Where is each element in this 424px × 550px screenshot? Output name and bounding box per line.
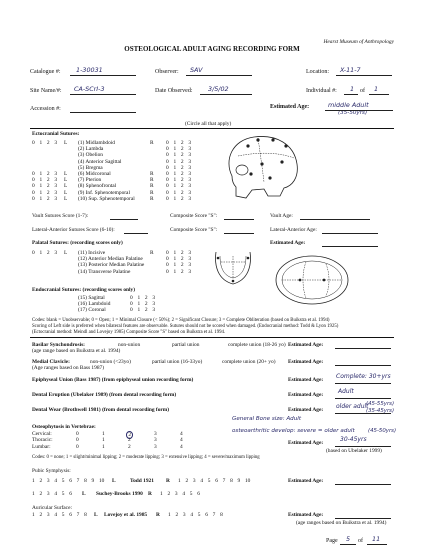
- composite-s-label: Composite Score "S":: [170, 213, 218, 219]
- todd-label: Todd 1921: [130, 478, 154, 484]
- endocranial-diagram: [272, 252, 352, 308]
- endocranial-suture-label: (15) Sagittal: [78, 295, 105, 301]
- auricular-right-side: R: [156, 512, 160, 518]
- page-underline: [340, 544, 356, 545]
- clavicle-opt2[interactable]: partial union (16-33yo): [152, 359, 203, 365]
- palatal-suture-label: (13) Posterior Median Palatine: [78, 262, 145, 269]
- epiphyseal-label: Epiphyseal Union (Bass 1987) (from epiphyseal union recording form): [32, 377, 194, 383]
- ecto-left-scores[interactable]: 0 1 2 3: [32, 177, 58, 184]
- vertebra-region-label: Lumbar:: [32, 443, 51, 450]
- dental-eruption-label: Dental Eruption (Ubelaker 1989) (from dental recording form): [32, 392, 177, 398]
- location-label: Location:: [306, 69, 329, 75]
- ecto-right-side: R: [150, 177, 154, 184]
- institution-name: Hearst Museum of Anthropology: [323, 39, 394, 45]
- osteophytosis-note[interactable]: osteoarthritic develop: severe = older adult: [232, 428, 355, 434]
- palatal-age-line: [322, 246, 378, 247]
- endocranial-suture-label: (17) Coronal: [78, 307, 106, 314]
- epiphyseal-est-age: Estimated Age:: [288, 377, 324, 383]
- clavicle-label: Medial Clavicle:: [32, 359, 70, 365]
- auricular-left-side: L: [94, 512, 98, 518]
- palate-diagram: [210, 248, 256, 288]
- todd-right-scores[interactable]: 1 2 3 4 5 6 7 8 9 10: [178, 478, 251, 484]
- ubelaker-note: (based on Ubelaker 1999): [326, 448, 382, 454]
- ecto-right-side: R: [150, 140, 154, 146]
- ecto-suture-label: (6) Midcoronal: [78, 171, 111, 177]
- individual-total-underline: [369, 94, 389, 95]
- palatal-right-side: R: [150, 250, 154, 256]
- osteophytosis-score[interactable]: 2: [126, 431, 133, 439]
- ecto-right-side: R: [150, 171, 154, 177]
- osteophytosis-score[interactable]: 1: [102, 437, 105, 444]
- todd-right-side: R: [166, 478, 170, 484]
- osteophytosis-score[interactable]: 0: [76, 437, 79, 444]
- observer-underline: [186, 75, 252, 76]
- epiphyseal-age-line: [335, 383, 391, 384]
- ecto-right-scores[interactable]: 0 1 2 3: [166, 177, 192, 184]
- observer-value[interactable]: SAV: [190, 66, 203, 74]
- section-rule-top: [30, 128, 394, 129]
- sb-label: Suchey-Brooks 1990: [96, 491, 143, 497]
- osteophytosis-score[interactable]: 0: [76, 443, 79, 450]
- clavicle-est-age: Estimated Age:: [288, 359, 324, 365]
- ecto-left-scores[interactable]: 0 1 2 3: [32, 189, 58, 196]
- lateral-age-label: Lateral-Anterior Age:: [270, 227, 317, 233]
- form-title: OSTEOLOGICAL ADULT AGING RECORDING FORM: [124, 45, 300, 53]
- palatal-right-scores[interactable]: 0 1 2 3: [166, 262, 192, 269]
- dental-wear-value[interactable]: older adult: [336, 403, 369, 410]
- catalogue-label: Catalogue #:: [30, 69, 61, 75]
- auricular-left-scores[interactable]: 1 2 3 4 5 6 7 8: [32, 512, 87, 518]
- auricular-method: Lovejoy et al. 1985: [104, 512, 148, 518]
- palatal-right-scores[interactable]: 0 1 2 3: [166, 256, 192, 263]
- location-underline: [336, 75, 392, 76]
- date-label: Date Observed:: [155, 88, 193, 94]
- dental-wear-est-age: Estimated Age:: [288, 407, 324, 413]
- endocranial-scores[interactable]: 0 1 2 3: [130, 307, 156, 314]
- osteophytosis-score[interactable]: 4: [180, 437, 183, 444]
- clavicle-age-line: [335, 365, 391, 366]
- endocranial-scores[interactable]: 0 1 2 3: [130, 295, 156, 301]
- osteophytosis-score[interactable]: 2: [128, 443, 131, 450]
- individual-value[interactable]: 1: [350, 85, 355, 93]
- accession-underline: [70, 112, 136, 113]
- epiphyseal-value[interactable]: Complete: 30+yrs: [336, 373, 391, 380]
- ecto-right-scores[interactable]: 0 1 2 3: [166, 158, 192, 165]
- palatal-suture-label: (14) Transverse Palatine: [78, 268, 131, 275]
- pubic-est-age: Estimated Age:: [288, 478, 324, 484]
- vault-age-line: [300, 219, 370, 220]
- accession-label: Accession #:: [30, 106, 61, 112]
- vertebra-region-label: Cervical:: [32, 431, 52, 437]
- ecto-suture-label: (8) Sphenofrontal: [78, 183, 117, 190]
- individual-underline: [344, 94, 358, 95]
- date-value[interactable]: 3/5/02: [208, 85, 229, 93]
- palatal-est-age: Estimated Age:: [270, 240, 306, 246]
- site-label: Site Name/#:: [30, 88, 62, 94]
- osteophytosis-score[interactable]: 3: [154, 431, 157, 437]
- endocranial-scores[interactable]: 0 1 2 3: [130, 301, 156, 308]
- individual-label: Individual #:: [306, 88, 337, 94]
- ecto-suture-label: (1) Midlambdoid: [78, 140, 115, 146]
- page-of: of: [358, 538, 363, 544]
- page-label: Page: [326, 538, 338, 544]
- lateral-age-line: [322, 233, 378, 234]
- ecto-left-scores[interactable]: 0 1 2 3: [32, 140, 58, 146]
- page-total-underline: [367, 544, 387, 545]
- skull-lateral-diagram: [218, 132, 304, 204]
- dental-eruption-est-age: Estimated Age:: [288, 392, 324, 398]
- basilar-opt1[interactable]: non-union: [118, 342, 141, 348]
- palatal-heading: Palatal Sutures: (recording scores only): [32, 240, 123, 246]
- endocranial-heading: Endocranial Sutures: (recording scores only): [32, 287, 136, 293]
- ecto-suture-label: (10) Sup. Sphenotemporal: [78, 195, 135, 202]
- dental-wear-label: Dental Wear (Brothwell 1981) (from dental recording form): [32, 407, 170, 413]
- osteophytosis-score[interactable]: 1: [102, 443, 105, 450]
- vault-sutures-label: Vault Sutures Score (1-7):: [32, 213, 89, 219]
- observer-label: Observer:: [155, 69, 179, 75]
- palatal-right-scores[interactable]: 0 1 2 3: [166, 250, 192, 256]
- individual-total[interactable]: 1: [374, 85, 379, 93]
- ecto-right-side: R: [150, 183, 154, 190]
- osteophytosis-label: Osteophytosis in Vertebrae:: [32, 424, 96, 430]
- ecto-left-scores[interactable]: 0 1 2 3: [32, 183, 58, 190]
- endocranial-suture-label: (16) Lambdoid: [78, 301, 111, 308]
- ecto-suture-label: (9) Inf. Sphenotemporal: [78, 189, 130, 196]
- vault-age-label: Vault Age:: [270, 213, 293, 219]
- auricular-note: (age ranges based on Buikstra et al. 1994): [296, 520, 387, 526]
- ecto-right-scores[interactable]: 0 1 2 3: [166, 152, 192, 159]
- osteophytosis-score[interactable]: 2: [128, 437, 131, 444]
- osteophytosis-age-line: [335, 446, 391, 447]
- location-value[interactable]: X-11-7: [340, 66, 361, 74]
- catalogue-value[interactable]: 1-30031: [76, 66, 103, 74]
- pubic-age-line: [335, 484, 391, 485]
- ecto-left-side: L: [64, 183, 68, 190]
- osteophytosis-range[interactable]: (45-50yrs): [368, 428, 397, 434]
- composite-s2-line: [224, 233, 254, 234]
- lateral-sutures-line: [124, 233, 148, 234]
- palatal-suture-label: (11) Incisive: [78, 250, 106, 256]
- page-total[interactable]: 11: [372, 535, 381, 543]
- ecto-right-scores[interactable]: 0 1 2 3: [166, 146, 192, 153]
- palatal-right-scores[interactable]: 0 1 2 3: [166, 268, 192, 275]
- osteophytosis-score[interactable]: 1: [102, 431, 105, 437]
- ecto-left-side: L: [64, 189, 68, 196]
- lateral-sutures-label: Lateral-Anterior Sutures Score (6-10):: [32, 227, 115, 233]
- basilar-note: (age range based on Buikstra et al. 1994): [32, 348, 121, 354]
- ectocranial-heading: Ectocranial Sutures:: [32, 131, 80, 137]
- ecto-right-side: R: [150, 189, 154, 196]
- individual-of: of: [360, 88, 365, 94]
- basilar-age-line: [335, 348, 391, 349]
- palatal-left-scores[interactable]: 0 1 2 3: [32, 250, 58, 256]
- ecto-suture-label: (3) Obelion: [78, 152, 104, 159]
- estimated-age-underline: [325, 110, 393, 111]
- clavicle-note: (Age ranges based on Bass 1987): [32, 365, 105, 371]
- estimated-age-label: Estimated Age:: [270, 104, 310, 110]
- ecto-suture-label: (7) Pterion: [78, 177, 102, 184]
- auricular-est-age: Estimated Age:: [288, 512, 324, 518]
- todd-left-scores[interactable]: 1 2 3 4 5 6 7 8 9 10: [32, 478, 105, 484]
- ecto-suture-label: (2) Lambda: [78, 146, 104, 153]
- clavicle-opt3[interactable]: complete union (20+ yo): [222, 359, 276, 365]
- osteophytosis-score[interactable]: 4: [180, 443, 183, 450]
- estimated-age-range[interactable]: (35-50yrs): [338, 110, 368, 116]
- osteophytosis-score[interactable]: 0: [76, 431, 79, 437]
- composite-s-line: [224, 219, 254, 220]
- ecto-right-side: R: [150, 195, 154, 202]
- osteophytosis-value[interactable]: 30-45yrs: [340, 436, 367, 443]
- clavicle-opt1[interactable]: non-union (<23yo): [90, 359, 131, 365]
- palatal-left-side: L: [64, 250, 68, 256]
- sb-right-side: R: [148, 491, 152, 497]
- codes-note-3: (Ectocranial method: Meindl and Lovejoy 1985) Composite Score "S" based on Buikstra et al. 1994.: [32, 330, 226, 335]
- osteophytosis-est-age: Estimated Age:: [288, 440, 324, 446]
- vault-sutures-line: [110, 219, 138, 220]
- osteophytosis-score[interactable]: 4: [180, 431, 183, 437]
- ecto-right-scores[interactable]: 0 1 2 3: [166, 171, 192, 177]
- site-value[interactable]: CA-SCrI-3: [74, 85, 105, 93]
- osteophytosis-codes: Codes: 0 = none; 1 = slight/minimal lipping; 2 = moderate lipping; 3 = extensive lipping; 4 = severe/maximum lipping: [32, 455, 260, 460]
- general-bone-size-note[interactable]: General Bone size: Adult: [232, 416, 302, 422]
- sb-left-scores[interactable]: 1 2 3 4 5 6: [32, 491, 72, 497]
- dental-eruption-age-line: [335, 398, 391, 399]
- basilar-opt3[interactable]: complete union (18-26 yo): [228, 342, 286, 348]
- section-rule-mid: [30, 337, 394, 338]
- osteophytosis-score[interactable]: 3: [154, 443, 157, 450]
- page-value[interactable]: 5: [346, 535, 351, 543]
- ecto-right-scores[interactable]: 0 1 2 3: [166, 140, 192, 146]
- estimated-age-value[interactable]: middle Adult: [328, 101, 369, 109]
- date-underline: [200, 94, 252, 95]
- sb-left-side: L: [82, 491, 86, 497]
- auricular-label: Auricular Surface:: [32, 505, 72, 511]
- ecto-left-side: L: [64, 171, 68, 177]
- vertebra-region-label: Thoracic:: [32, 437, 53, 444]
- auricular-right-scores[interactable]: 1 2 3 4 5 6 7 8: [168, 512, 223, 518]
- codes-note-2: Scoring of Left side is preferred when bilateral features are observable. Sutures should not be scored when damaged. (Endocranial method: Todd & Lyon 1925): [32, 324, 339, 329]
- ecto-left-side: L: [64, 195, 68, 202]
- sb-right-scores[interactable]: 1 2 3 4 5 6: [160, 491, 200, 497]
- palatal-suture-label: (12) Anterior Median Palatine: [78, 256, 143, 263]
- ecto-right-scores[interactable]: 0 1 2 3: [166, 164, 192, 171]
- ecto-right-scores[interactable]: 0 1 2 3: [166, 183, 192, 190]
- auricular-age-line: [335, 518, 391, 519]
- dental-wear-range2[interactable]: (35-45yrs): [366, 408, 395, 414]
- catalogue-underline: [70, 75, 136, 76]
- ecto-suture-label: (5) Bregma: [78, 164, 103, 171]
- basilar-opt2[interactable]: partial union: [172, 342, 200, 348]
- dental-wear-age-line: [335, 413, 391, 414]
- ecto-left-scores[interactable]: 0 1 2 3: [32, 171, 58, 177]
- ecto-right-scores[interactable]: 0 1 2 3: [166, 195, 192, 202]
- pubic-label: Pubic Symphysis:: [32, 468, 71, 474]
- dental-wear-range[interactable]: (45-55yrs): [366, 401, 395, 407]
- dental-eruption-value[interactable]: Adult: [338, 388, 354, 395]
- ecto-suture-label: (4) Anterior Sagittal: [78, 158, 122, 165]
- ecto-left-side: L: [64, 177, 68, 184]
- basilar-label: Basilar Synchondrosis:: [32, 342, 85, 348]
- ecto-left-side: L: [64, 140, 68, 146]
- basilar-est-age: Estimated Age:: [288, 342, 324, 348]
- circle-note: (Circle all that apply): [185, 121, 232, 127]
- ecto-left-scores[interactable]: 0 1 2 3: [32, 195, 58, 202]
- site-underline: [70, 94, 136, 95]
- todd-left-side: L: [112, 478, 116, 484]
- codes-note-1: Codes: blank = Unobservable; 0 = Open; 1 = Minimal Closure (< 50%); 2 = Significant Closure; 3 = Complete Obliteration (based on Buikstra et al. 1994): [32, 318, 330, 323]
- osteophytosis-score[interactable]: 3: [154, 437, 157, 444]
- ecto-right-scores[interactable]: 0 1 2 3: [166, 189, 192, 196]
- composite-s2-label: Composite Score "S":: [170, 227, 218, 233]
